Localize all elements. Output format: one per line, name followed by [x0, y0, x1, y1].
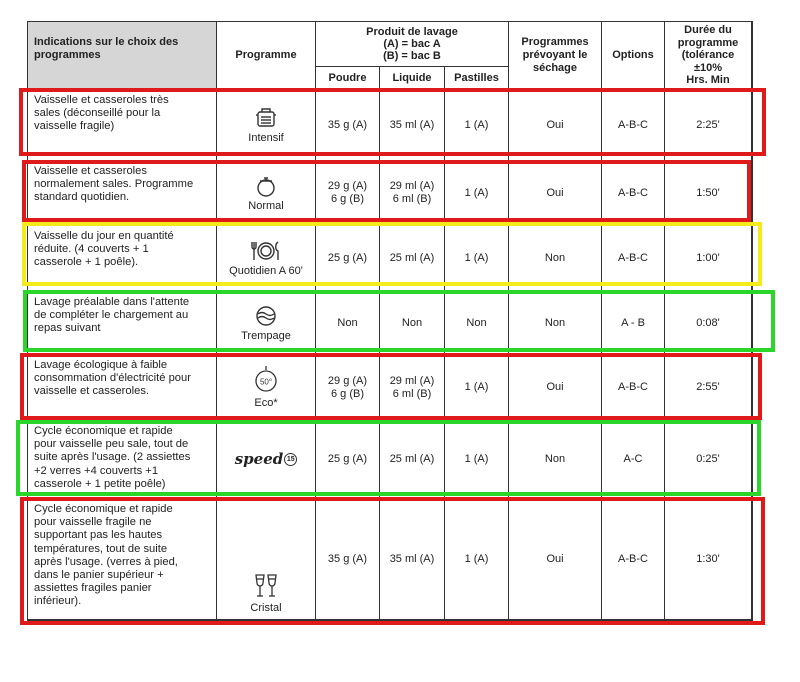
- row-description: [28, 226, 217, 292]
- row-sechage: [509, 226, 602, 292]
- row-pastilles: [445, 355, 509, 421]
- row-liquide: [380, 499, 445, 620]
- row-pastilles: [445, 292, 509, 355]
- row-poudre-values: [337, 317, 357, 330]
- row-sechage: [509, 499, 602, 620]
- row-description-line: supportant pas les hautes: [34, 529, 163, 542]
- row-liquide: [380, 226, 445, 292]
- programme-name: Intensif: [248, 131, 284, 144]
- row-description-line: vaisselle fragile): [34, 120, 115, 133]
- normal-pot-icon: [254, 174, 278, 198]
- row-programme: [217, 161, 316, 226]
- row-poudre-values: [328, 252, 367, 265]
- plate-cutlery-icon: [250, 239, 282, 263]
- row-poudre-value: 25 g (A): [327, 453, 368, 465]
- row-sechage-value: Oui: [546, 381, 564, 393]
- row-programme: [217, 499, 316, 620]
- row-duree-value: 0:08': [696, 316, 720, 329]
- row-description-line: Vaisselle et casseroles: [34, 165, 147, 177]
- row-pastilles-value: 1 (A): [464, 118, 489, 131]
- header-pastilles: [445, 67, 509, 90]
- svg-text:50°: 50°: [259, 377, 273, 387]
- header-produit-b: (B) = bac B: [383, 50, 441, 62]
- header-sechage-3: séchage: [532, 62, 578, 74]
- row-liquide-values: [390, 375, 435, 401]
- programme-name: Normal: [248, 199, 284, 212]
- header-programme-text: Programme: [235, 49, 297, 61]
- row-sechage: [509, 161, 602, 226]
- row-sechage: [509, 90, 602, 161]
- row-duree: [665, 161, 752, 226]
- row-liquide-value: 6 ml (B): [392, 387, 432, 400]
- row-poudre: [316, 421, 380, 499]
- eco-50-icon: [254, 365, 278, 395]
- row-description-line: casserole + 1 poêle).: [34, 256, 139, 269]
- row-poudre: [316, 355, 380, 421]
- soak-icon: [253, 304, 279, 328]
- header-sechage-2: prévoyant le: [522, 49, 588, 61]
- row-sechage-value: Oui: [546, 186, 564, 199]
- row-pastilles: [445, 161, 509, 226]
- row-pastilles-value: 1 (A): [464, 552, 489, 565]
- row-liquide: [380, 161, 445, 226]
- row-description-line: repas suivant: [34, 322, 101, 335]
- row-description-line: de compléter le chargement au: [34, 309, 189, 322]
- row-duree: [665, 421, 752, 499]
- row-poudre-values: [328, 375, 367, 401]
- row-sechage-value: Oui: [546, 552, 564, 565]
- row-options-value: A-B-C: [618, 252, 648, 264]
- row-description-line: Vaisselle et casseroles très: [34, 94, 169, 106]
- row-pastilles-value: Non: [466, 316, 487, 329]
- header-options-text: Options: [612, 49, 654, 61]
- row-liquide-value: 25 ml (A): [389, 252, 435, 264]
- row-sechage-value: Non: [544, 252, 566, 264]
- row-duree: [665, 292, 752, 355]
- row-options: [602, 226, 665, 292]
- programme-name: Quotidien A 60': [229, 265, 303, 277]
- row-pastilles-value: 1 (A): [464, 381, 489, 393]
- row-poudre-value: Non: [337, 316, 358, 329]
- row-poudre-value: 35 g (A): [327, 118, 368, 131]
- row-description-line: Vaisselle du jour en quantité: [34, 230, 174, 242]
- row-poudre-value: 35 g (A): [327, 552, 368, 565]
- row-description: [28, 90, 217, 161]
- row-description-line: après l'usage. (verres à pied,: [34, 555, 178, 568]
- row-liquide-values: [390, 553, 435, 566]
- header-liquide-text: Liquide: [392, 71, 432, 84]
- row-poudre: [316, 90, 380, 161]
- row-duree: [665, 499, 752, 620]
- row-options-value: A-B-C: [618, 118, 648, 131]
- header-duree-4: ±10%: [693, 61, 723, 74]
- header-produit-title: Produit de lavage: [366, 26, 458, 38]
- row-liquide: [380, 355, 445, 421]
- intensive-pot-icon: [254, 106, 278, 130]
- header-produit: [316, 22, 509, 67]
- row-programme: [217, 292, 316, 355]
- header-programme: [217, 22, 316, 90]
- row-sechage: [509, 292, 602, 355]
- row-description-line: casserole + 1 petite poêle): [34, 477, 166, 490]
- row-poudre: [316, 161, 380, 226]
- row-duree-value: 1:00': [696, 252, 720, 264]
- row-options: [602, 90, 665, 161]
- row-description-line: normalement sales. Programme: [34, 178, 194, 191]
- row-poudre-value: 25 g (A): [327, 252, 368, 264]
- header-duree-5: Hrs. Min: [686, 74, 730, 86]
- row-description-line: températures, tout de suite: [34, 542, 168, 555]
- wine-glasses-icon: [252, 572, 280, 600]
- row-liquide-value: 35 ml (A): [389, 118, 435, 131]
- row-description-line: vaisselle et casseroles.: [34, 385, 150, 398]
- row-poudre: [316, 292, 380, 355]
- row-description-line: dans le panier supérieur +: [34, 569, 164, 582]
- programme-name: Eco*: [254, 397, 278, 409]
- header-pastilles-text: Pastilles: [454, 71, 499, 84]
- row-description: [28, 161, 217, 226]
- row-poudre-value: 6 g (B): [330, 387, 364, 400]
- row-description-line: Cycle économique et rapide: [34, 503, 173, 515]
- row-options-value: A-C: [623, 453, 643, 465]
- row-options-value: A-B-C: [618, 381, 648, 393]
- row-programme: [217, 355, 316, 421]
- row-duree: [665, 355, 752, 421]
- row-programme: [217, 226, 316, 292]
- row-description-line: pour vaisselle fragile ne: [34, 516, 152, 529]
- row-description-line: assiettes fragiles panier: [34, 582, 152, 595]
- row-duree: [665, 90, 752, 161]
- row-duree-value: 2:55': [696, 381, 720, 393]
- row-description: [28, 421, 217, 499]
- row-duree: [665, 226, 752, 292]
- row-description-line: inférieur).: [34, 595, 82, 608]
- header-indications: [28, 22, 217, 90]
- row-liquide: [380, 90, 445, 161]
- header-duree-2: programme: [677, 36, 739, 49]
- row-liquide-value: 25 ml (A): [389, 453, 435, 465]
- row-sechage-value: Non: [544, 453, 566, 465]
- row-liquide: [380, 292, 445, 355]
- row-poudre-values: [328, 180, 367, 206]
- row-poudre-values: [328, 453, 367, 466]
- row-sechage-value: Non: [544, 316, 566, 329]
- row-pastilles: [445, 90, 509, 161]
- row-description: [28, 355, 217, 421]
- header-sechage: [509, 22, 602, 90]
- row-duree-value: 2:25': [696, 118, 720, 131]
- header-options: [602, 22, 665, 90]
- row-pastilles-value: 1 (A): [464, 453, 489, 465]
- row-pastilles-value: 1 (A): [464, 186, 489, 199]
- row-liquide: [380, 421, 445, 499]
- row-options: [602, 292, 665, 355]
- row-description-line: consommation d'électricité pour: [34, 372, 191, 385]
- row-liquide-values: [402, 317, 422, 330]
- row-options: [602, 499, 665, 620]
- row-poudre-values: [328, 119, 367, 132]
- speed-logo-text: speed: [234, 449, 284, 468]
- row-liquide-value: 35 ml (A): [389, 552, 435, 565]
- header-poudre-text: Poudre: [328, 71, 367, 84]
- programme-name: Cristal: [250, 602, 282, 614]
- header-duree-3: (tolérance: [681, 49, 735, 61]
- header-produit-a: (A) = bac A: [383, 38, 441, 50]
- row-poudre-value: 29 g (A): [327, 374, 368, 387]
- row-liquide-value: 6 ml (B): [392, 193, 432, 205]
- programme-name: Trempage: [241, 329, 291, 342]
- row-description-line: suite après l'usage. (2 assiettes: [34, 451, 191, 464]
- row-liquide-values: [390, 180, 435, 206]
- row-pastilles: [445, 499, 509, 620]
- row-poudre: [316, 226, 380, 292]
- row-options: [602, 161, 665, 226]
- row-sechage: [509, 421, 602, 499]
- row-description-line: +2 verres +4 couverts +1: [34, 464, 159, 477]
- header-duree-1: Durée du: [684, 24, 732, 36]
- header-sechage-1: Programmes: [521, 36, 589, 48]
- row-poudre: [316, 499, 380, 620]
- row-pastilles: [445, 226, 509, 292]
- row-options: [602, 421, 665, 499]
- row-description-line: Cycle économique et rapide: [34, 425, 173, 437]
- row-description: [28, 499, 217, 620]
- header-liquide: [380, 67, 445, 90]
- header-duree: [665, 22, 752, 90]
- row-description-line: réduite. (4 couverts + 1: [34, 243, 149, 256]
- row-options: [602, 355, 665, 421]
- row-programme: [217, 90, 316, 161]
- speed-logo-number: 15: [284, 453, 297, 466]
- row-liquide-values: [390, 453, 435, 466]
- row-duree-value: 0:25': [696, 453, 720, 465]
- row-liquide-value: Non: [401, 316, 423, 329]
- row-description-line: Lavage écologique à faible: [34, 359, 168, 371]
- row-sechage-value: Oui: [546, 118, 564, 131]
- row-duree-value: 1:30': [696, 552, 720, 565]
- header-indications-text: Indications sur le choix des programmes: [34, 36, 179, 61]
- row-description: [28, 292, 217, 355]
- row-description-line: sales (déconseillé pour la: [34, 107, 161, 120]
- speed-15-icon: [234, 449, 298, 468]
- row-pastilles-value: 1 (A): [464, 252, 489, 264]
- row-liquide-value: 29 ml (A): [389, 180, 435, 192]
- row-liquide-values: [390, 252, 435, 265]
- row-options-value: A - B: [621, 316, 645, 329]
- header-poudre: [316, 67, 380, 90]
- row-options-value: A-B-C: [618, 186, 648, 199]
- row-liquide-values: [390, 119, 435, 132]
- row-sechage: [509, 355, 602, 421]
- row-programme: [217, 421, 316, 499]
- row-poudre-values: [328, 553, 367, 566]
- row-description-line: Lavage préalable dans l'attente: [34, 296, 190, 308]
- row-description-line: standard quotidien.: [34, 191, 130, 204]
- row-pastilles: [445, 421, 509, 499]
- row-duree-value: 1:50': [696, 186, 720, 199]
- row-options-value: A-B-C: [618, 552, 648, 565]
- row-poudre-value: 29 g (A): [327, 180, 368, 192]
- row-poudre-value: 6 g (B): [330, 193, 364, 205]
- row-liquide-value: 29 ml (A): [389, 374, 435, 387]
- row-description-line: pour vaisselle peu sale, tout de: [34, 438, 189, 451]
